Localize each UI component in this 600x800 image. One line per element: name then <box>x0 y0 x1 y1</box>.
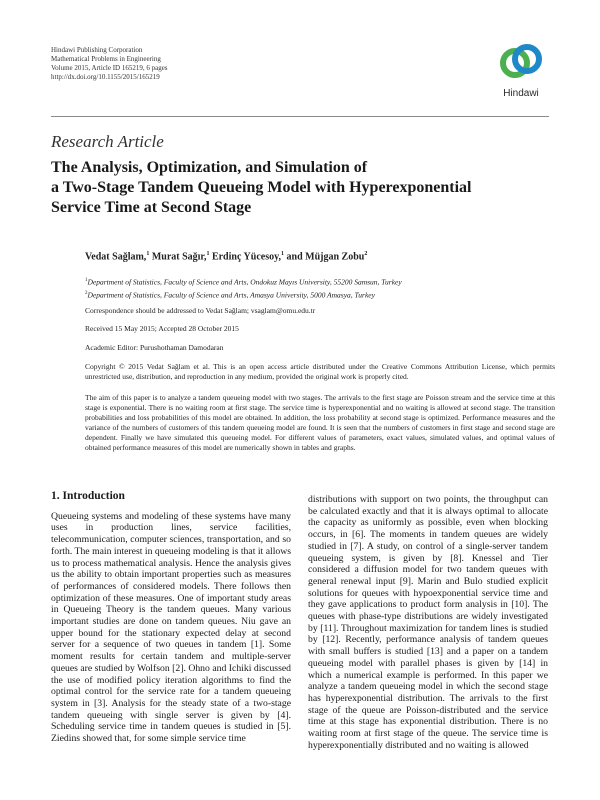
publisher-name: Hindawi Publishing Corporation <box>51 46 143 54</box>
author-name[interactable]: Murat Sağır, <box>151 251 207 263</box>
journal-name: Mathematical Problems in Engineering <box>51 55 161 63</box>
author-affiliation-mark: 1 <box>206 251 210 257</box>
author-list <box>85 251 367 262</box>
correspondence: Correspondence should be addressed to Vedat Sağlam; vsaglam@omu.edu.tr <box>85 306 316 315</box>
doi-link[interactable]: http://dx.doi.org/10.1155/2015/165219 <box>51 73 160 81</box>
paper-title <box>51 158 561 218</box>
author-affiliation-mark: 1 <box>146 251 150 257</box>
received-accepted-dates: Received 15 May 2015; Accepted 28 October 2015 <box>85 324 239 333</box>
logo-wordmark: Hindawi <box>503 88 539 99</box>
affiliations <box>85 275 402 300</box>
author-affiliation-mark: 1 <box>281 251 285 257</box>
article-type: Research Article <box>51 132 164 151</box>
column-right <box>308 494 548 751</box>
academic-editor: Academic Editor: Purushothaman Damodaran <box>85 343 224 352</box>
copyright-notice: Copyright © 2015 Vedat Sağlam et al. This is an open access article distributed under the Creative Commons Attribution License, which permits unrestricted use, distribution, and reproduction in any medium, provided the original work is properly cited. <box>85 362 555 381</box>
column-left <box>51 491 291 745</box>
header-divider <box>51 116 549 117</box>
affiliation-number: 1 <box>85 278 88 283</box>
author-name[interactable]: Erdinç Yücesoy, <box>211 251 282 263</box>
author-name[interactable]: and Müjgan Zobu <box>286 251 365 263</box>
hindawi-logo-icon <box>497 37 545 85</box>
author-name[interactable]: Vedat Sağlam, <box>85 251 147 263</box>
body-paragraph: Queueing systems and modeling of these systems have many uses in production lines, service facilities, telecommunication, computer sciences, transportation, and so forth. The main interest in queueing modeling is that it allows us to process mathematical analysis. Hence the analysis gives us the ability to obtain important properties such as measures of performances of considered models. There follows then optimization of these measures. One of important study areas in Queueing Theory is the tandem queues. Many various important studies are done on tandem queues. Niu gave an upper bound for the stationary expected delay at second server for a sequence of two queues in tandem [1]. Some moment results for certain tandem and multiple-server queues are studied by Wolfson [2]. Ohno and Ichiki discussed the use of modified policy iteration algorithms to find the optimal control for the service rate for a tandem queueing system in [3]. Analysis for the steady state of a two-stage tandem queueing with single server is given by [4]. Scheduling service time in tandem queues is studied in [5]. Ziedins showed that, for some simple service time <box>51 510 291 745</box>
body-paragraph: distributions with support on two points, the throughput can be calculated exactly and that it is always optimal to allocate the capacity as uniformly as possible, even when blocking occurs, in [6]. The moments in tandem queues are widely studied in [7]. A study, on control of a single-server tandem queueing system, is given by [8]. Knessel and Tier considered a diffusion model for two tandem queues with general renewal input [9]. Marin and Bulo studied explicit solutions for queues with hypoexponential service time and they gave applications to product form analysis in [10]. The queues with phase-type distributions are widely investigated by [11]. Throughout maximization for tandem lines is studied by [12]. Recently, performance analysis of tandem queues with small buffers is studied [13] and a paper on a tandem queueing model with parallel phases is given by [14] in which a numerical example is performed. In this paper we analyze a tandem queueing model in which the second stage has hyperexponential distribution. The arrivals to the first stage of the queue are Poisson-distributed and the service time at this stage has exponential distribution. There is no waiting room at first stage of the queue. The service time is hyperexponentially distributed and no waiting is allowed <box>308 494 548 751</box>
affiliation-item <box>85 288 402 301</box>
affiliation-text: Department of Statistics, Faculty of Science and Arts, Ondokuz Mayıs University, 55200 Samsun, Turkey <box>87 277 402 287</box>
affiliation-text: Department of Statistics, Faculty of Science and Arts, Amasya University, 5000 Amasya, Turkey <box>87 290 375 299</box>
section-heading: 1. Introduction <box>51 490 125 502</box>
title-line: The Analysis, Optimization, and Simulation of <box>51 159 368 176</box>
abstract: The aim of this paper is to analyze a tandem queueing model with two stages. The arrivals to the first stage are Poisson stream and the service time at this stage is exponential. There is no waiting room at first stage. The service time is hyperexponential and no waiting is allowed at second stage. The transition probabilities and loss probabilities of this model are obtained. In addition, the loss probability at second stage is optimized. Performance measures and the variance of the numbers of customers of this tandem queueing model are found. It is seen that the numbers of customers in first stage and second stage are dependent. Finally we have simulated this queueing model. For different values of parameters, exact values, simulated values, and optimal values of obtained performance measures of this model are numerically shown in tables and graphs. <box>85 393 555 452</box>
title-line: a Two-Stage Tandem Queueing Model with Hyperexponential <box>51 179 472 196</box>
author-affiliation-mark: 2 <box>364 251 368 257</box>
volume-info: Volume 2015, Article ID 165219, 6 pages <box>51 64 168 72</box>
title-line: Service Time at Second Stage <box>51 199 252 216</box>
hindawi-logo <box>497 37 545 105</box>
affiliation-number: 2 <box>85 290 88 296</box>
journal-header <box>51 46 168 82</box>
affiliation-item <box>85 275 402 288</box>
